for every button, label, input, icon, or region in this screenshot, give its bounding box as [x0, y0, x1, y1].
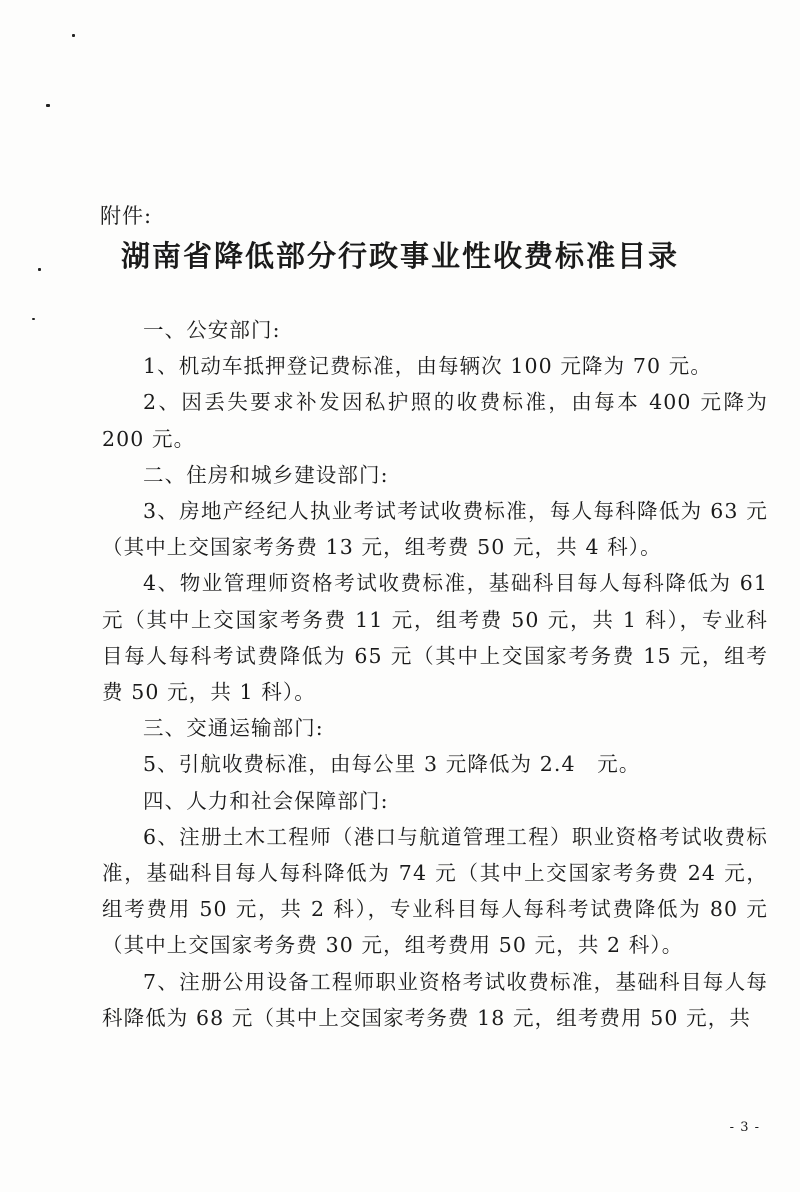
paragraph: 4、物业管理师资格考试收费标准，基础科目每人每科降低为 61 元（其中上交国家考务费 11 元，组考费 50 元，共 1 科），专业科目每人每科考试费降低为 65 元（其中上交国家考务费 15 元，组考费 50 元，共 1 科）。: [102, 571, 768, 705]
document-title: 湖南省降低部分行政事业性收费标准目录: [120, 239, 679, 273]
paragraph: 3、房地产经纪人执业考试考试收费标准，每人每科降低为 63 元（其中上交国家考务费 13 元，组考费 50 元，共 4 科）。: [102, 499, 768, 560]
paragraph: 2、因丢失要求补发因私护照的收费标准，由每本 400 元降为 200 元。: [102, 390, 768, 451]
document-body: [102, 312, 768, 1036]
section-heading: 二、住房和城乡建设部门:: [143, 462, 389, 487]
paragraph: 7、注册公用设备工程师职业资格考试收费标准，基础科目每人每科降低为 68 元（其中上交国家考务费 18 元，组考费用 50 元，共: [102, 969, 768, 1030]
scan-speck: [72, 34, 75, 37]
section-heading: 四、人力和社会保障部门:: [143, 788, 389, 813]
attachment-label: 附件:: [100, 204, 153, 228]
page-number: - 3 -: [729, 1120, 760, 1135]
paragraph: 1、机动车抵押登记费标准，由每辆次 100 元降为 70 元。: [143, 354, 712, 379]
scan-speck: [46, 104, 50, 107]
scan-speck: [32, 318, 35, 320]
section-heading: 三、交通运输部门:: [143, 716, 324, 741]
paragraph: 6、注册土木工程师（港口与航道管理工程）职业资格考试收费标准，基础科目每人每科降低为 74 元（其中上交国家考务费 24 元，组考费用 50 元，共 2 科），专业科目每人每科考试费降低为 80 元（其中上交国家考务费 30 元，组考费用 50 元，共 2 科）。: [102, 824, 768, 958]
paragraph: 5、引航收费标准，由每公里 3 元降低为 2.4 元。: [143, 752, 641, 777]
section-heading: 一、公安部门:: [143, 318, 281, 342]
